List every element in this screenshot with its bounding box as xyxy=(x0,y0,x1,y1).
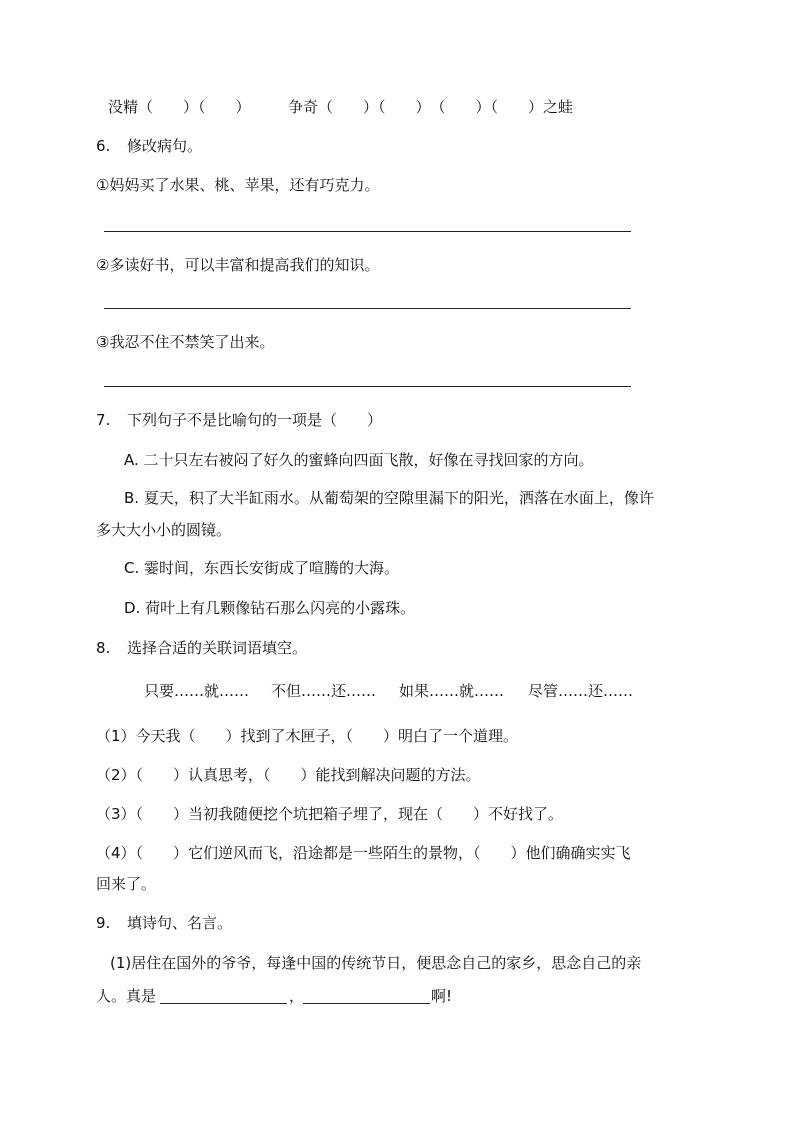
q8-item-1: （1）今天我（ ）找到了木匣子，（ ）明白了一个道理。 xyxy=(96,727,519,745)
q7-title: 下列句子不是比喻句的一项是（ ） xyxy=(127,411,383,429)
q9-item-1-prefix: 人。真是 xyxy=(96,987,157,1005)
q8-word-bank-1: 只要……就…… xyxy=(144,682,250,700)
q9-item-1-suffix: 啊! xyxy=(431,987,453,1005)
q6-number: 6. xyxy=(96,137,111,155)
q7-option-c: C. 霎时间，东西长安街成了喧腾的大海。 xyxy=(124,559,400,577)
q8-item-3: （3）（ ）当初我随便挖个坑把箱子埋了，现在（ ）不好找了。 xyxy=(96,805,564,823)
q7-number: 7. xyxy=(96,411,111,429)
q6-title: 修改病句。 xyxy=(127,137,203,155)
q8-item-4-line-1: （4）（ ）它们逆风而飞，沿途都是一些陌生的景物，（ ）他们确确实实飞 xyxy=(96,844,631,862)
q6-answer-line-3[interactable] xyxy=(104,386,631,387)
q7-option-b-line-1: B. 夏天，积了大半缸雨水。从葡萄架的空隙里漏下的阳光，洒落在水面上，像许 xyxy=(124,489,654,507)
q6-item-3: ③我忍不住不禁笑了出来。 xyxy=(96,333,275,351)
q8-title: 选择合适的关联词语填空。 xyxy=(127,639,308,657)
q9-item-1-line-1: (1)居住在国外的爷爷，每逢中国的传统节日，便思念自己的家乡，思念自己的亲 xyxy=(110,954,642,972)
q9-item-1-separator: ， xyxy=(289,987,305,1005)
q9-title: 填诗句、名言。 xyxy=(127,914,233,932)
idiom-fill-line: 没精（ ）（ ） 争奇（ ）（ ） （ ）（ ）之蛙 xyxy=(108,98,574,116)
q8-word-bank-4: 尽管……还…… xyxy=(528,682,634,700)
q6-item-2: ②多读好书，可以丰富和提高我们的知识。 xyxy=(96,256,380,274)
q9-blank-1[interactable] xyxy=(160,1003,287,1004)
q6-item-1: ①妈妈买了水果、桃、苹果，还有巧克力。 xyxy=(96,176,380,194)
q8-word-bank-3: 如果……就…… xyxy=(399,682,505,700)
q7-option-a: A. 二十只左右被闷了好久的蜜蜂向四面飞散，好像在寻找回家的方向。 xyxy=(124,451,594,469)
q7-option-d: D. 荷叶上有几颗像钻石那么闪亮的小露珠。 xyxy=(124,599,416,617)
q8-item-4-line-2: 回来了。 xyxy=(96,875,157,893)
q8-word-bank-2: 不但……还…… xyxy=(271,682,377,700)
q9-number: 9. xyxy=(96,914,111,932)
q9-blank-2[interactable] xyxy=(303,1003,430,1004)
q6-answer-line-2[interactable] xyxy=(104,308,631,309)
q8-item-2: （2）（ ）认真思考，（ ）能找到解决问题的方法。 xyxy=(96,766,481,784)
q8-number: 8. xyxy=(96,639,111,657)
q6-answer-line-1[interactable] xyxy=(104,231,631,232)
q7-option-b-line-2: 多大大小小的圆镜。 xyxy=(96,521,232,539)
